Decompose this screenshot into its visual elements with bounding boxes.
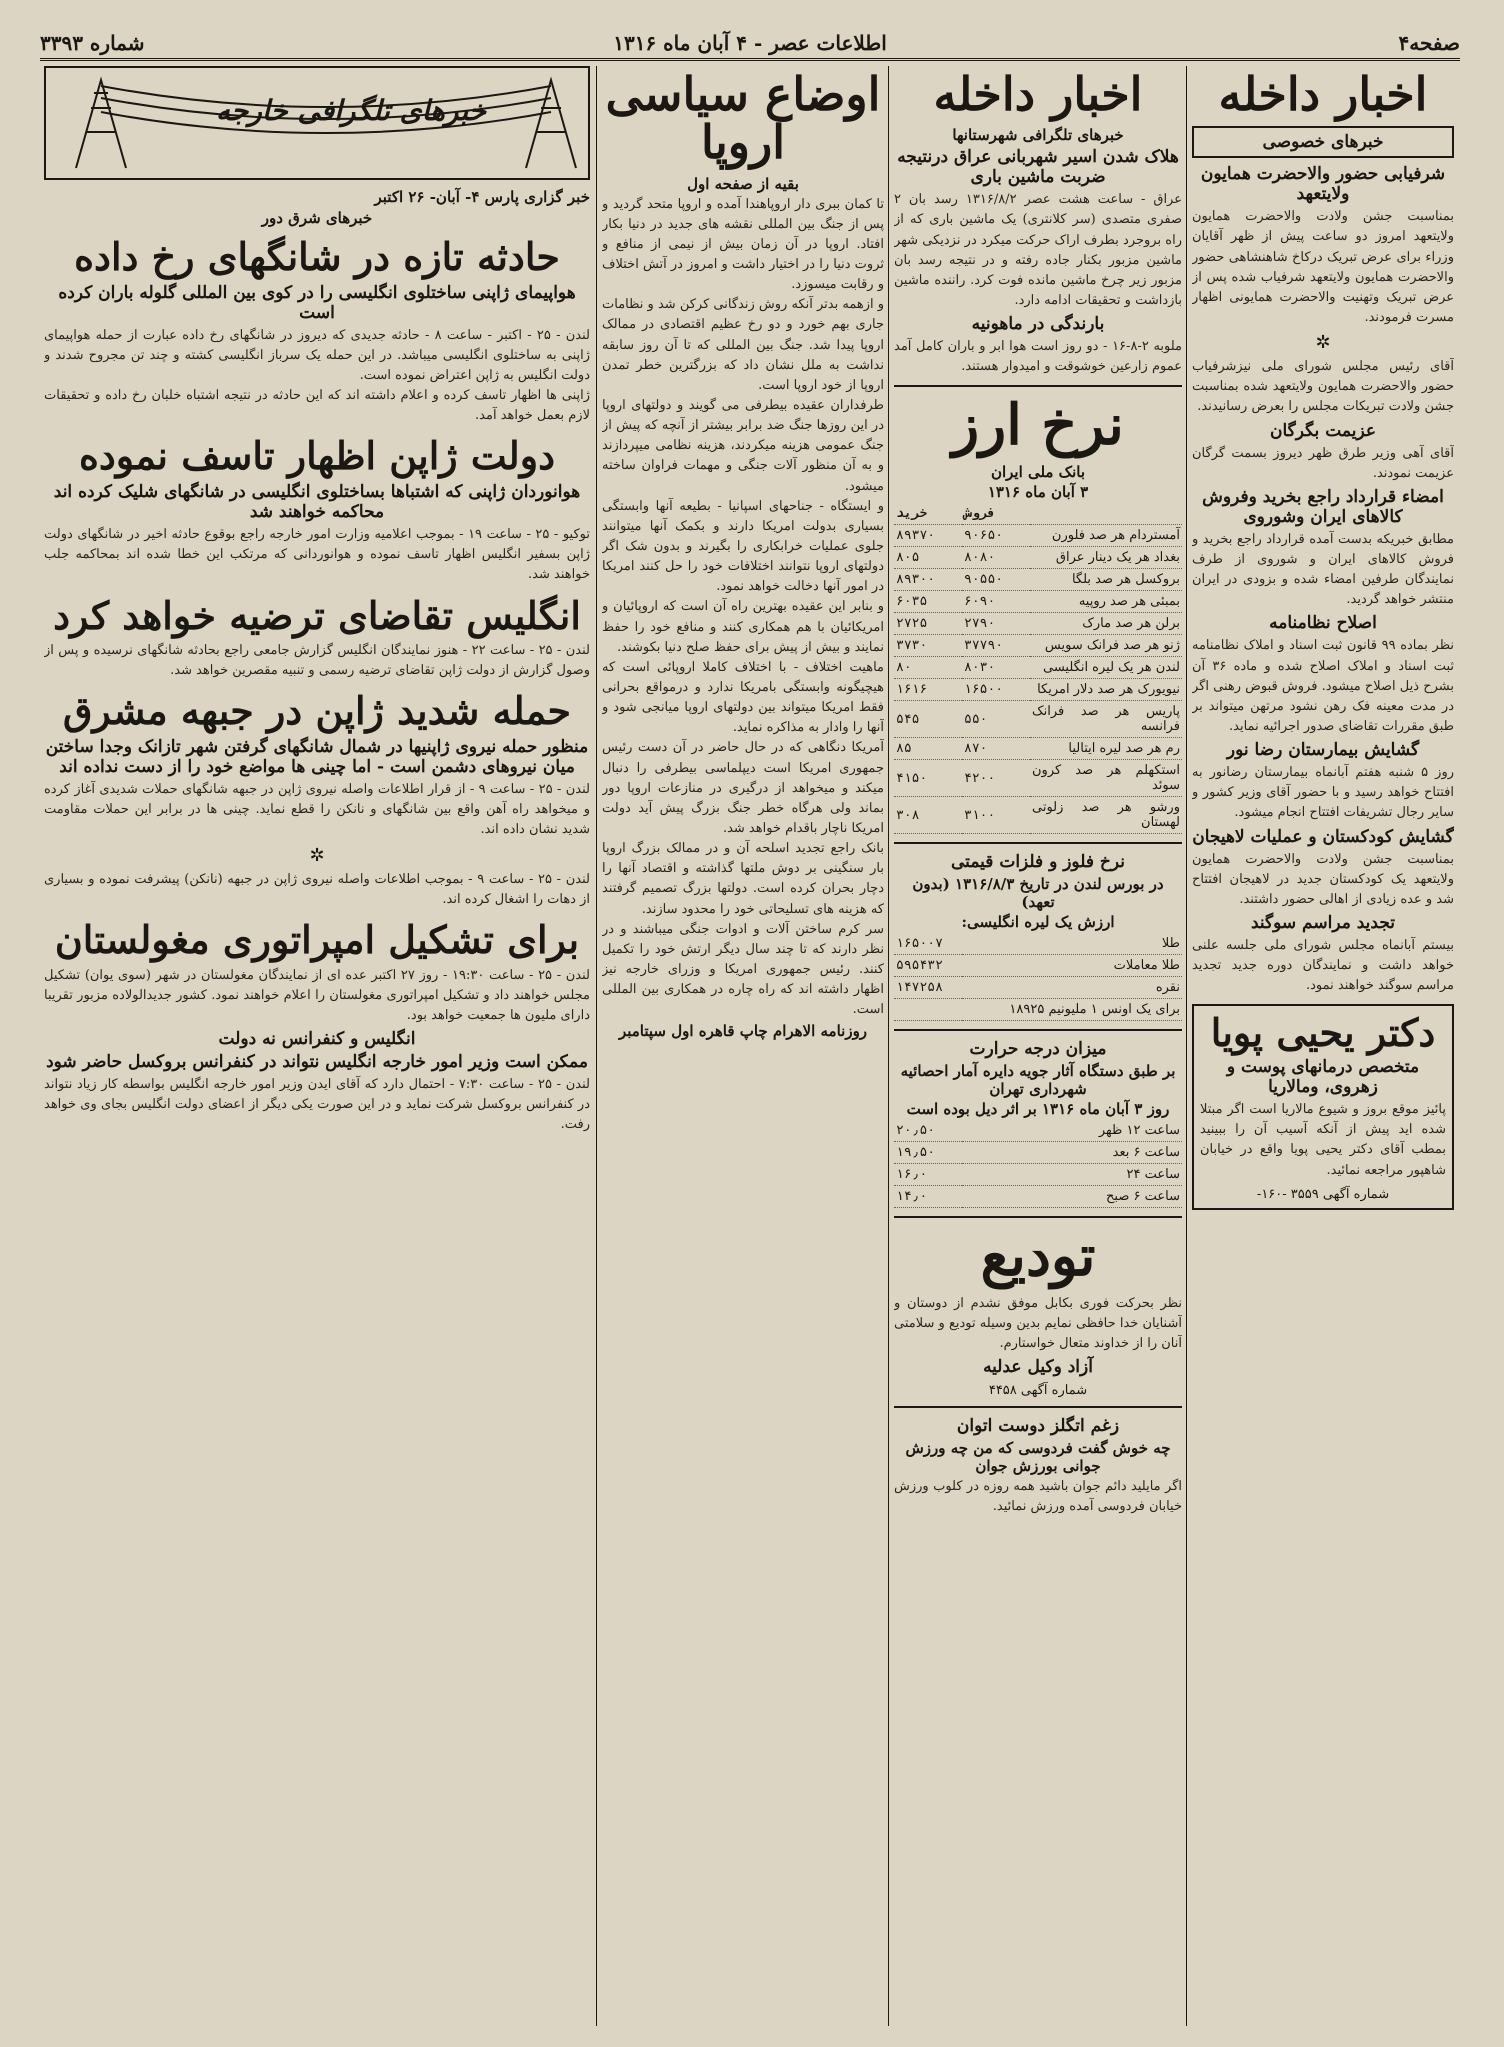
headline: برای تشکیل امپراتوری مغولستان xyxy=(54,916,580,962)
currency-name: بمبئی هر صد روپیه xyxy=(1030,591,1182,613)
article-text: طرفداران عقیده بیطرفی می گویند و دولتهای اروپا در این روزها جنگ ضد برابر بیشتر از آنچه که پیش از جنگ عمومی هزینه میکردند، هزینه نظامی میپردازند و به آن منظور آلات جنگی و مهمات فراوان ساخته میشود. xyxy=(602,398,884,494)
article-source: روزنامه الاهرام چاپ قاهره اول سپتامبر xyxy=(618,1022,868,1041)
article-text: بمناسبت جشن ولادت والاحضرت همایون ولایتعهد امروز دو ساعت پیش از ظهر آقایان وزراء برای عرض تبریک درکاخ شاهنشاهی حضور والاحضرت همایون ولایتعهد شرفیاب شده پس از عرض تبریک وتهنیت والاحضرت همایونی اظهار مسرت فرمودند. xyxy=(1192,209,1454,325)
temperature-value: ۲۰٫۵۰ xyxy=(894,1120,962,1142)
headline: گشایش بیمارستان رضا نور xyxy=(1226,740,1420,761)
column-rule xyxy=(888,66,889,2026)
table-row xyxy=(894,1142,1182,1164)
divider xyxy=(894,1029,1182,1031)
currency-name: نیویورک هر صد دلار امریکا xyxy=(1030,679,1182,701)
article-text: سر کرم ساختن آلات و ادوات جنگی میباشند و در نظر دارند که تا چند سال دیگر ارتش خود را تکمیل کنند. رئیس جمهوری امریکا و وزرای خارجه نیز اظهار داشته اند که راه چاره در همکاری بین المللی است. xyxy=(602,921,884,1018)
gym-ad-subtitle: چه خوش گفت فردوسی که من چه ورزش جوانی بورزش جوان xyxy=(905,1439,1171,1476)
article-text: بیستم آبانماه مجلس شورای ملی جلسه علنی خواهد داشت و نمایندگان دوره جدید تجدید مراسم سوگند خواهند نمود. xyxy=(1192,937,1454,994)
temperature-time: ساعت ۱۲ ظهر xyxy=(962,1120,1182,1142)
table-row xyxy=(894,999,1182,1021)
table-row xyxy=(894,591,1182,613)
masthead xyxy=(40,28,1460,61)
table-row xyxy=(894,525,1182,547)
temperature-time: ساعت ۶ بعد xyxy=(962,1142,1182,1164)
currency-name: پاریس هر صد فرانک فرانسه xyxy=(1030,701,1182,738)
temperature-time: ساعت ۶ صبح xyxy=(962,1186,1182,1208)
exchange-rates-title: نرخ ارز xyxy=(952,392,1124,459)
section-title: اخبار داخله xyxy=(1218,67,1428,121)
column-header: فروش xyxy=(962,503,1030,525)
dateline: خبر گزاری پارس ۴- آبان- ۲۶ اکتبر xyxy=(374,188,590,206)
article-text: ملوبه ۲-۸-۱۶ - دو روز است هوا ابر و باران کامل آمد عموم زارعین خوشوقت و امیدوار هستند. xyxy=(894,339,1182,375)
article-text: لندن - ۲۵ - اکتبر - ساعت ۸ - حادثه جدیدی که دیروز در شانگهای رخ داده عبارت از حمله هواپیمای ژاپنی به ساختلوی انگلیسی میباشد. در این حمله یک سرباز انگلیسی کشته و چند تن مجروح شدند و دولت انگلیس به ژاپن اعتراض نموده است. xyxy=(44,327,590,383)
article-text: و ازهمه بدتر آنکه روش زندگانی کرکن شد و نظامات جاری بهم خورد و دو رخ عظیم اقتصادی در ممالک اروپا پیدا شد. جنگ بین المللی که تا آن روز سابقه نداشت به ملل نشان داد که بزرگترین خطر تمدن اروپا از خود اروپا است. xyxy=(602,297,884,393)
currency-name: آمستردام هر صد فلورن xyxy=(1030,525,1182,547)
column-rule xyxy=(596,66,597,2026)
temperature-time: ساعت ۲۴ xyxy=(962,1164,1182,1186)
metal-value: ۵۹۵۴۳۲ xyxy=(894,955,962,977)
sell-rate: ۴۲۰۰ xyxy=(962,760,1030,797)
headline: اصلاح نظامنامه xyxy=(1269,613,1377,634)
sell-rate: ۸۰۸۰ xyxy=(962,547,1030,569)
temps-body xyxy=(894,1120,1182,1208)
buy-rate: ۵۴۵ xyxy=(894,701,962,738)
table-row xyxy=(894,547,1182,569)
star-separator-icon: ✲ xyxy=(309,844,325,866)
headline: حمله شدید ژاپن در جبهه مشرق xyxy=(62,688,572,734)
article-text: لندن - ۲۵ - ساعت ۱۹:۳۰ - روز ۲۷ اکتبر عده ای از نمایندگان مغولستان در شهر (سوی یوان) تشکیل مجلس خواهند داد و تشکیل امپراتوری مغولستان را اعلام خواهند نمود. کشور جدیدالولاده مزبور تقریبا دارای ملیون ها جمعیت خواهد بود. xyxy=(44,967,590,1023)
currency-name: لندن هر یک لیره انگلیسی xyxy=(1030,657,1182,679)
sell-rate: ۹۰۵۵۰ xyxy=(962,569,1030,591)
article-text: و ایستگاه - جناحهای اسپانیا - بطیعه آنها وابستگی بسیاری بدولت امریکا دارند و بکمک آنها میتوانند جلوی عملیات خرابکاری را بگیرند و بدون شک اگر دولتهای اروپا نتوانند اختلافات خود را حل کنند امریکا در امور آنها دخالت خواهد نمود. xyxy=(602,498,884,595)
temperature-value: ۱۴٫۰ xyxy=(894,1186,962,1208)
table-row xyxy=(894,955,1182,977)
currency-name: بغداد هر یک دینار عراق xyxy=(1030,547,1182,569)
table-header-row xyxy=(894,503,1182,525)
column-header: خرید xyxy=(894,503,962,525)
currency-name: ژنو هر صد فرانک سویس xyxy=(1030,635,1182,657)
article-text: روز ۵ شنبه هفتم آبانماه بیمارستان رضانور به افتتاح خواهد رسید و با حضور آقای وزیر کشور و سایر رجال تشریفات افتتاح انجام میشود. xyxy=(1192,765,1454,821)
sell-rate: ۸۰۳۰ xyxy=(962,657,1030,679)
private-news-label: خبرهای خصوصی xyxy=(1192,126,1454,158)
sell-rate: ۸۷۰ xyxy=(962,738,1030,760)
headline: گشایش کودکستان و عملیات لاهیجان xyxy=(1192,826,1454,847)
farewell-signature: آزاد وکیل عدلیه xyxy=(983,1357,1093,1378)
headline: امضاء قرارداد راجع بخرید وفروش کالاهای ایران وشوروی xyxy=(1202,486,1444,527)
rates-body xyxy=(894,525,1182,834)
table-row xyxy=(894,797,1182,834)
table-row xyxy=(894,1120,1182,1142)
headline: انگلیس و کنفرانس نه دولت xyxy=(218,1028,416,1049)
buy-rate: ۸۰ xyxy=(894,657,962,679)
buy-rate: ۳۰۸ xyxy=(894,797,962,834)
metal-value: ۱۴۷۲۵۸ xyxy=(894,977,962,999)
article-text: بانک راجع تجدید اسلحه آن و در ممالک بزرگ اروپا بار سنگینی بر دوش ملتها گذاشته و اقتصاد آنها را دچار بحران کرده است. دولتها بزرگ تصمیم گرفتند که هزینه های تسلیحاتی خود را محدود سازند. xyxy=(602,841,884,917)
foreign-news-banner xyxy=(44,66,590,180)
article-text: و بنابر این عقیده بهترین راه آن است که اروپائیان و امریکائیان با هم همکاری کنند و منافع خود را حفظ نمایند و بیش از پیش برای حفظ صلح دنیا بکوشند. xyxy=(602,599,884,655)
article-text: آقای آهی وزیر طرق ظهر دیروز بسمت گرگان عزیمت نمودند. xyxy=(1192,445,1454,481)
sell-rate: ۵۵۰ xyxy=(962,701,1030,738)
metal-name: نقره xyxy=(962,977,1182,999)
table-row xyxy=(894,701,1182,738)
doctor-advertisement xyxy=(1192,1004,1454,1209)
sell-rate: ۱۶۵۰۰ xyxy=(962,679,1030,701)
table-row xyxy=(894,933,1182,955)
sell-rate: ۳۷۷۹۰ xyxy=(962,635,1030,657)
metal-name: طلا معاملات xyxy=(962,955,1182,977)
buy-rate: ۸۹۳۷۰ xyxy=(894,525,962,547)
temperature-title: میزان درجه حرارت xyxy=(969,1039,1107,1060)
buy-rate: ۱۶۱۶ xyxy=(894,679,962,701)
article-text: عراق - ساعت هشت عصر ۱۳۱۶/۸/۲ رسد بان ۲ صفری متصدی (سر کلانتری) یک ماشین باری که از راه بروجرد بطرف اراک حرکت میکرد در نزدیکی شهر ماشین مزبور بکنار جاده رفته و در نتیجه رسد بان مزبور زیر چرخ ماشین مانده فوت کرد. راننده ماشین بازداشت و تحقیقات ادامه دارد. xyxy=(894,192,1182,308)
doctor-name: دکتر یحیی پویا xyxy=(1210,1010,1436,1056)
sub-headline: منظور حمله نیروی ژاپنیها در شمال شانگهای گرفتن شهر تازانک وجدا ساختن میان نیروهای دشمن است - اما چینی ها مواضع خود را از دست نداده اند xyxy=(45,737,589,778)
table-row xyxy=(894,613,1182,635)
column-european-politics xyxy=(602,66,884,1042)
metals-heading: ارزش یک لیره انگلیسی: xyxy=(961,913,1115,932)
sell-rate: ۹۰۶۵۰ xyxy=(962,525,1030,547)
headline: حادثه تازه در شانگهای رخ داده xyxy=(74,234,560,279)
headline: هلاک شدن اسیر شهربانی عراق درنتیجه ضربت ماشین باری xyxy=(897,147,1179,188)
buy-rate: ۲۷۲۵ xyxy=(894,613,962,635)
masthead-title: اطلاعات عصر - ۴ آبان ماه ۱۳۱۶ xyxy=(613,31,887,55)
headline: انگلیس تقاضای ترضیه خواهد کرد xyxy=(53,592,581,638)
metals-table xyxy=(894,933,1182,1021)
gym-ad-text: اگر مایلید دائم جوان باشید همه روزه در کلوب ورزش خیابان فردوسی آمده ورزش نمائید. xyxy=(894,1479,1182,1515)
sub-headline: هوانوردان ژاپنی که اشتباها بساختلوی انگلیسی در شانگهای شلیک کرده اند محاکمه خواهند شد xyxy=(53,482,581,523)
section-subtitle: خبرهای تلگرافی شهرستانها xyxy=(952,126,1124,145)
article-text: تا کمان ببری دار اروپاهندا آمده و اروپا متحد گردید و پس از جنگ بین المللی نقشه های جدید در دنیا بکار افتاد. اروپا در آن زمان بیش از نیمی از منافع و ثروت دنیا را در اختیار داشت و امروز در آتش اختلاف و رقابت میسوزد. xyxy=(602,196,884,293)
doctor-specialty: متخصص درمانهای پوست و زهروی، ومالاریا xyxy=(1226,1057,1420,1098)
column-rule xyxy=(1186,66,1187,2026)
exchange-rates-source: بانک ملی ایران xyxy=(990,463,1086,482)
section-title: اخبار داخله xyxy=(933,67,1143,121)
article-text: ژاپنی ها اظهار تاسف کرده و اعلام داشته اند که این حادثه در نتیجه اشتباه خلبان رخ داده و تحقیقات لازم بعمل خواهد آمد. xyxy=(44,388,590,424)
continued-note: بقیه از صفحه اول xyxy=(687,174,799,193)
metal-value: ۱۶۵۰۰۷ xyxy=(894,933,962,955)
temperature-table xyxy=(894,1120,1182,1208)
sub-headline: هواپیمای ژاپنی ساختلوی انگلیسی را در کوی بین المللی گلوله باران کرده است xyxy=(58,282,576,323)
temperature-subtitle: بر طبق دستگاه آثار جویه دایره آمار احصائیه شهرداری تهران xyxy=(900,1062,1176,1099)
currency-name: بروکسل هر صد بلگا xyxy=(1030,569,1182,591)
article-text: لندن - ۲۵ - ساعت ۲۲ - هنوز نمایندگان انگلیس گزارش جامعی راجع بحادثه شانگهای نرسیده و پس از وصول گزارش از دولت ژاپن تقاضای ترضیه رسمی و تنبیه مقصرین خواهد شد. xyxy=(44,643,590,679)
buy-rate: ۸۹۳۰۰ xyxy=(894,569,962,591)
issue-number: شماره ۳۳۹۳ xyxy=(40,31,145,55)
gym-ad-title: زغم اتگلز دوست اتوان xyxy=(956,1416,1120,1437)
divider xyxy=(894,1406,1182,1408)
buy-rate: ۸۵ xyxy=(894,738,962,760)
headline: تجدید مراسم سوگند xyxy=(1250,912,1396,933)
table-row xyxy=(894,1186,1182,1208)
buy-rate: ۴۱۵۰ xyxy=(894,760,962,797)
banner-title: خبرهای تلگرافی خارجه xyxy=(216,94,487,127)
headline: دولت ژاپن اظهار تاسف نموده xyxy=(78,433,556,479)
metals-body xyxy=(894,933,1182,1021)
star-separator-icon: ✲ xyxy=(1315,332,1331,354)
sell-rate: ۲۷۹۰ xyxy=(962,613,1030,635)
article-text: لندن - ۲۵ - ساعت ۹ - از قرار اطلاعات واصله نیروی ژاپن در جبهه شانگهای حملات شدیدی آغاز کرده و میخواهد راه آهن واقع بین شانگهای و نانکن را قطع نماید. چینی ها در برابر این حملات مقاومت شدید نشان داده اند. xyxy=(44,782,590,838)
article-text: آقای رئیس مجلس شورای ملی نیزشرفیاب حضور والاحضرت همایون ولایتعهد شده بمناسبت جشن ولادت تبریکات مجلس را بعرض رسانیدند. xyxy=(1192,359,1454,415)
article-text: لندن - ۲۵ - ساعت ۹ - بموجب اطلاعات واصله نیروی ژاپن در جبهه (نانکن) پیشرفت نموده و بسیاری از دهات را اشغال کرده اند. xyxy=(44,871,590,907)
article-text: نظر بماده ۹۹ قانون ثبت اسناد و املاک نظامنامه ثبت اسناد و املاک اصلاح شده و ماده ۳۶ آن بشرح ذیل اصلاح میشود. فروش قبوض رهنی اگر در مدت معینه فک رهن نشود مرتهن میتواند بر طبق مقررات تقاضای صدور اجرائیه نماید. xyxy=(1192,638,1454,734)
currency-name: ورشو هر صد زلوتی لهستان xyxy=(1030,797,1182,834)
article-text: بمناسبت جشن ولادت والاحضرت همایون ولایتعهد یک کودکستان جدید در لاهیجان افتتاح شد و عده زیادی از اهالی حضور داشتند. xyxy=(1192,851,1454,907)
metal-value xyxy=(894,999,962,1021)
metals-subtitle: در بورس لندن در تاریخ ۱۳۱۶/۸/۳ (بدون تعهد) xyxy=(912,875,1164,912)
column-domestic-private xyxy=(1192,66,1454,1218)
table-row xyxy=(894,679,1182,701)
currency-name: برلن هر صد مارک xyxy=(1030,613,1182,635)
section-label: خبرهای شرق دور xyxy=(261,209,373,227)
temperature-value: ۱۶٫۰ xyxy=(894,1164,962,1186)
buy-rate: ۳۷۳۰ xyxy=(894,635,962,657)
farewell-text: نظر بحرکت فوری بکابل موفق نشدم از دوستان و آشنایان خدا حافظی نمایم بدین وسیله تودیع و سلامتی آنان را از خداوند متعال خواستارم. xyxy=(894,1295,1182,1351)
advertisement-number: شماره آگهی ۳۵۵۹ -۱۶۰- xyxy=(1256,1186,1390,1202)
column-domestic-telegraph xyxy=(894,66,1182,1517)
divider xyxy=(894,1216,1182,1218)
advertisement-text: پائیز موقع بروز و شیوع مالاریا است اگر مبتلا شده اید پیش از آنکه آسیب آن را ببینید بمطب آقای دکتر یحیی پویا واقع در خیابان شاهپور مراجعه نمائید. xyxy=(1200,1102,1446,1178)
table-row xyxy=(894,569,1182,591)
buy-rate: ۶۰۳۵ xyxy=(894,591,962,613)
exchange-rates-table xyxy=(894,503,1182,834)
section-title: اوضاع سیاسی اروپا xyxy=(605,67,881,170)
advertisement-number: شماره آگهی ۴۴۵۸ xyxy=(988,1383,1088,1399)
buy-rate: ۸۰۵ xyxy=(894,547,962,569)
metals-title: نرخ فلوز و فلزات قیمتی xyxy=(951,852,1125,873)
table-row xyxy=(894,1164,1182,1186)
farewell-title: تودیع xyxy=(980,1223,1096,1290)
table-row xyxy=(894,977,1182,999)
divider xyxy=(894,842,1182,844)
temperature-date: روز ۳ آبان ماه ۱۳۱۶ بر اثر دیل بوده است xyxy=(906,1100,1170,1119)
headline: عزیمت بگرگان xyxy=(1270,420,1376,441)
table-row xyxy=(894,635,1182,657)
article-text: آمریکا دنگاهی که در حال حاضر در آن دست رئیس جمهوری امریکا است دیپلماسی بیطرفی را دنبال میکند و میخواهد از درگیری در منازعات اروپا دور بماند ولی هرگاه خطر جنگ بزرگ پیش آید دولت امریکا ناچار باقدام خواهد شد. xyxy=(602,740,884,836)
headline: بارندگی در ماهونیه xyxy=(971,314,1105,335)
exchange-rates-date: ۳ آبان ماه ۱۳۱۶ xyxy=(987,483,1089,502)
temperature-value: ۱۹٫۵۰ xyxy=(894,1142,962,1164)
article-text: لندن - ۲۵ - ساعت ۷:۳۰ - احتمال دارد که آقای ایدن وزیر امور خارجه انگلیس بواسطه کار زیاد نتواند در کنفرانس بروکسل شرکت نماید و در این صورت یکی دیگر از اعضای دولت انگلیس بجای وی خواهد رفت. xyxy=(44,1076,590,1133)
table-row xyxy=(894,760,1182,797)
currency-name: رم هر صد لیره ایتالیا xyxy=(1030,738,1182,760)
table-row xyxy=(894,657,1182,679)
article-text: توکیو - ۲۵ - ساعت ۱۹ - بموجب اعلامیه وزارت امور خارجه راجع بوقوع حادثه اخیر در شانگهای دولت ژاپن بسفیر انگلیس اظهار تاسف نموده و هوانوردانی که مرتکب این خطا شده اند بمحاکمه جلب خواهند شد. xyxy=(44,527,590,583)
article-text: ماهیت اختلاف - با اختلاف کاملا اروپائی است که هیچیگونه وابستگی بامریکا ندارد و درمواقع بحرانی فقط امریکا میتواند بین دولتهای اروپا میانجی شود و آنها را وادار به مذاکره نماید. xyxy=(602,659,884,736)
headline: شرفیابی حضور والاحضرت همایون ولایتعهد xyxy=(1200,164,1446,205)
table-row xyxy=(894,738,1182,760)
sell-rate: ۳۱۰۰ xyxy=(962,797,1030,834)
currency-name: استکهلم هر صد کرون سوئد xyxy=(1030,760,1182,797)
article-text: مطابق خبریکه بدست آمده قرارداد راجع بخرید و فروش کالاهای ایران و شوروی از طرف نمایندگان طرفین امضاء شده و بزودی در ایران منتشر خواهد گردید. xyxy=(1192,531,1454,608)
page-number: صفحه۴ xyxy=(1398,31,1460,55)
metal-name: طلا xyxy=(962,933,1182,955)
column-foreign-telegraph xyxy=(44,66,590,1135)
metal-name: برای یک اونس ۱ ملیونیم ۱۸۹۲۵ xyxy=(962,999,1182,1021)
sub-headline: ممکن است وزیر امور خارجه انگلیس نتواند در کنفرانس بروکسل حاضر شود xyxy=(46,1051,588,1072)
sell-rate: ۶۰۹۰ xyxy=(962,591,1030,613)
divider xyxy=(894,385,1182,387)
